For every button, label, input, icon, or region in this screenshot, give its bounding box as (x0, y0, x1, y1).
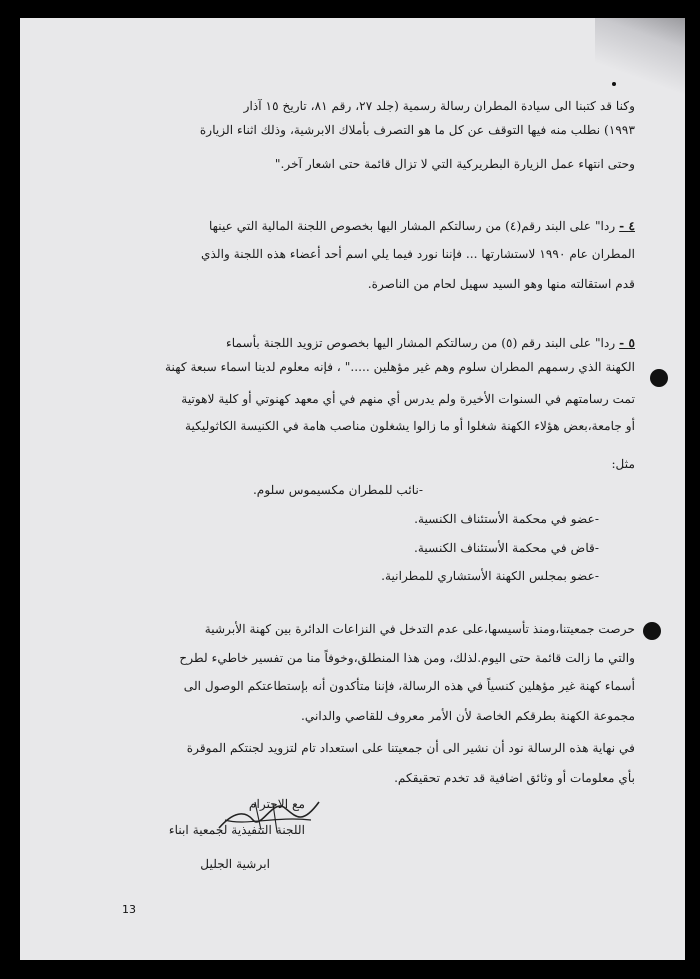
paragraph1-line-2: ١٩٩٣) نطلب منه فيها التوقف عن كل ما هو التصرف بأملاك الابرشية، وذلك اثناء الزيارة (199, 123, 635, 137)
punch-hole-top (650, 369, 668, 387)
paragraph4-line-1: في نهاية هذه الرسالة نود أن نشير الى أن جمعيتنا على استعداد تام لتزويد لجنتكم الموقرة (186, 741, 635, 755)
punch-hole-bottom (643, 622, 661, 640)
ink-dot (612, 82, 616, 86)
paragraph1-line-1: وكنا قد كتبنا الى سيادة المطران رسالة رسمية (جلد ٢٧، رقم ٨١، تاريخ ١٥ آذار (243, 99, 635, 113)
list-item-3: -قاض في محكمة الأستئناف الكنسية. (414, 541, 599, 555)
item5-number: ٥ - (619, 336, 635, 350)
closing-regards: مع الاحترام (248, 797, 305, 811)
closing-diocese: ابرشية الجليل (200, 857, 270, 871)
paragraph1-line-3: وحتى انتهاء عمل الزيارة البطريركية التي لا تزال قائمة حتى اشعار آخر." (274, 157, 635, 171)
list-item-4: -عضو بمجلس الكهنة الأستشاري للمطرانية. (381, 569, 599, 583)
item5-line-3: تمت رسامتهم في السنوات الأخيرة ولم يدرس أي منهم في أي معهد كهنوتي أو كلية لاهوتية (181, 392, 635, 406)
item5-line-4: أو جامعة،بعض هؤلاء الكهنة شغلوا أو ما زالوا يشغلون مناصب هامة في الكنيسة الكاثوليكية (184, 419, 635, 433)
handwritten-signature (215, 790, 325, 840)
page-number: 13 (122, 903, 136, 916)
item4-number: ٤ - (619, 219, 635, 233)
paragraph3-line-1: حرصت جمعيتنا،ومنذ تأسيسها،على عدم التدخل في النزاعات الدائرة بين كهنة الأبرشية (204, 622, 635, 636)
paragraph3-line-4: مجموعة الكهنة بطرقكم الخاصة لأن الأمر معروف للقاصي والداني. (300, 709, 635, 723)
item4-line-2: المطران عام ١٩٩٠ لاستشارتها ... فإننا نورد فيما يلي اسم أحد أعضاء هذه اللجنة والذي (200, 247, 635, 261)
item5-text-1: ردا" على البند رقم (٥) من رسالتكم المشار اليها بخصوص تزويد اللجنة بأسماء (226, 336, 616, 350)
paragraph3-line-3: أسماء كهنة غير مؤهلين كنسياً في هذه الرسالة، فإننا متأكدون أنه بإستطاعتكم الوصول الى (183, 679, 635, 693)
paragraph4-line-2: بأي معلومات أو وثائق اضافية قد تخدم تحقيقكم. (394, 771, 635, 785)
example-label: مثل: (611, 457, 635, 471)
item4-text-1: ردا" على البند رقم(٤) من رسالتكم المشار اليها بخصوص اللجنة المالية التي عينها (208, 219, 616, 233)
item4-line-3: قدم استقالته منها وهو السيد سهيل لحام من الناصرة. (367, 277, 635, 291)
list-item-2: -عضو في محكمة الأستئناف الكنسية. (414, 512, 599, 526)
item4-line-1 (209, 218, 635, 234)
closing-committee: اللجنة التنفيذية لجمعية ابناء (168, 823, 305, 837)
document-page (20, 18, 685, 960)
list-item-1: -نائب للمطران مكسيموس سلوم. (252, 483, 423, 497)
paragraph3-line-2: والتي ما زالت قائمة حتى اليوم.لذلك، ومن هذا المنطلق،وخوفاً منا من تفسير خاطيء لطرح (179, 651, 635, 665)
item5-line-2: الكهنة الذي رسمهم المطران سلوم وهم غير مؤهلين ....." ، فإنه معلوم لدينا اسماء سبعة كهنة (165, 360, 635, 374)
item5-line-1 (226, 335, 635, 351)
